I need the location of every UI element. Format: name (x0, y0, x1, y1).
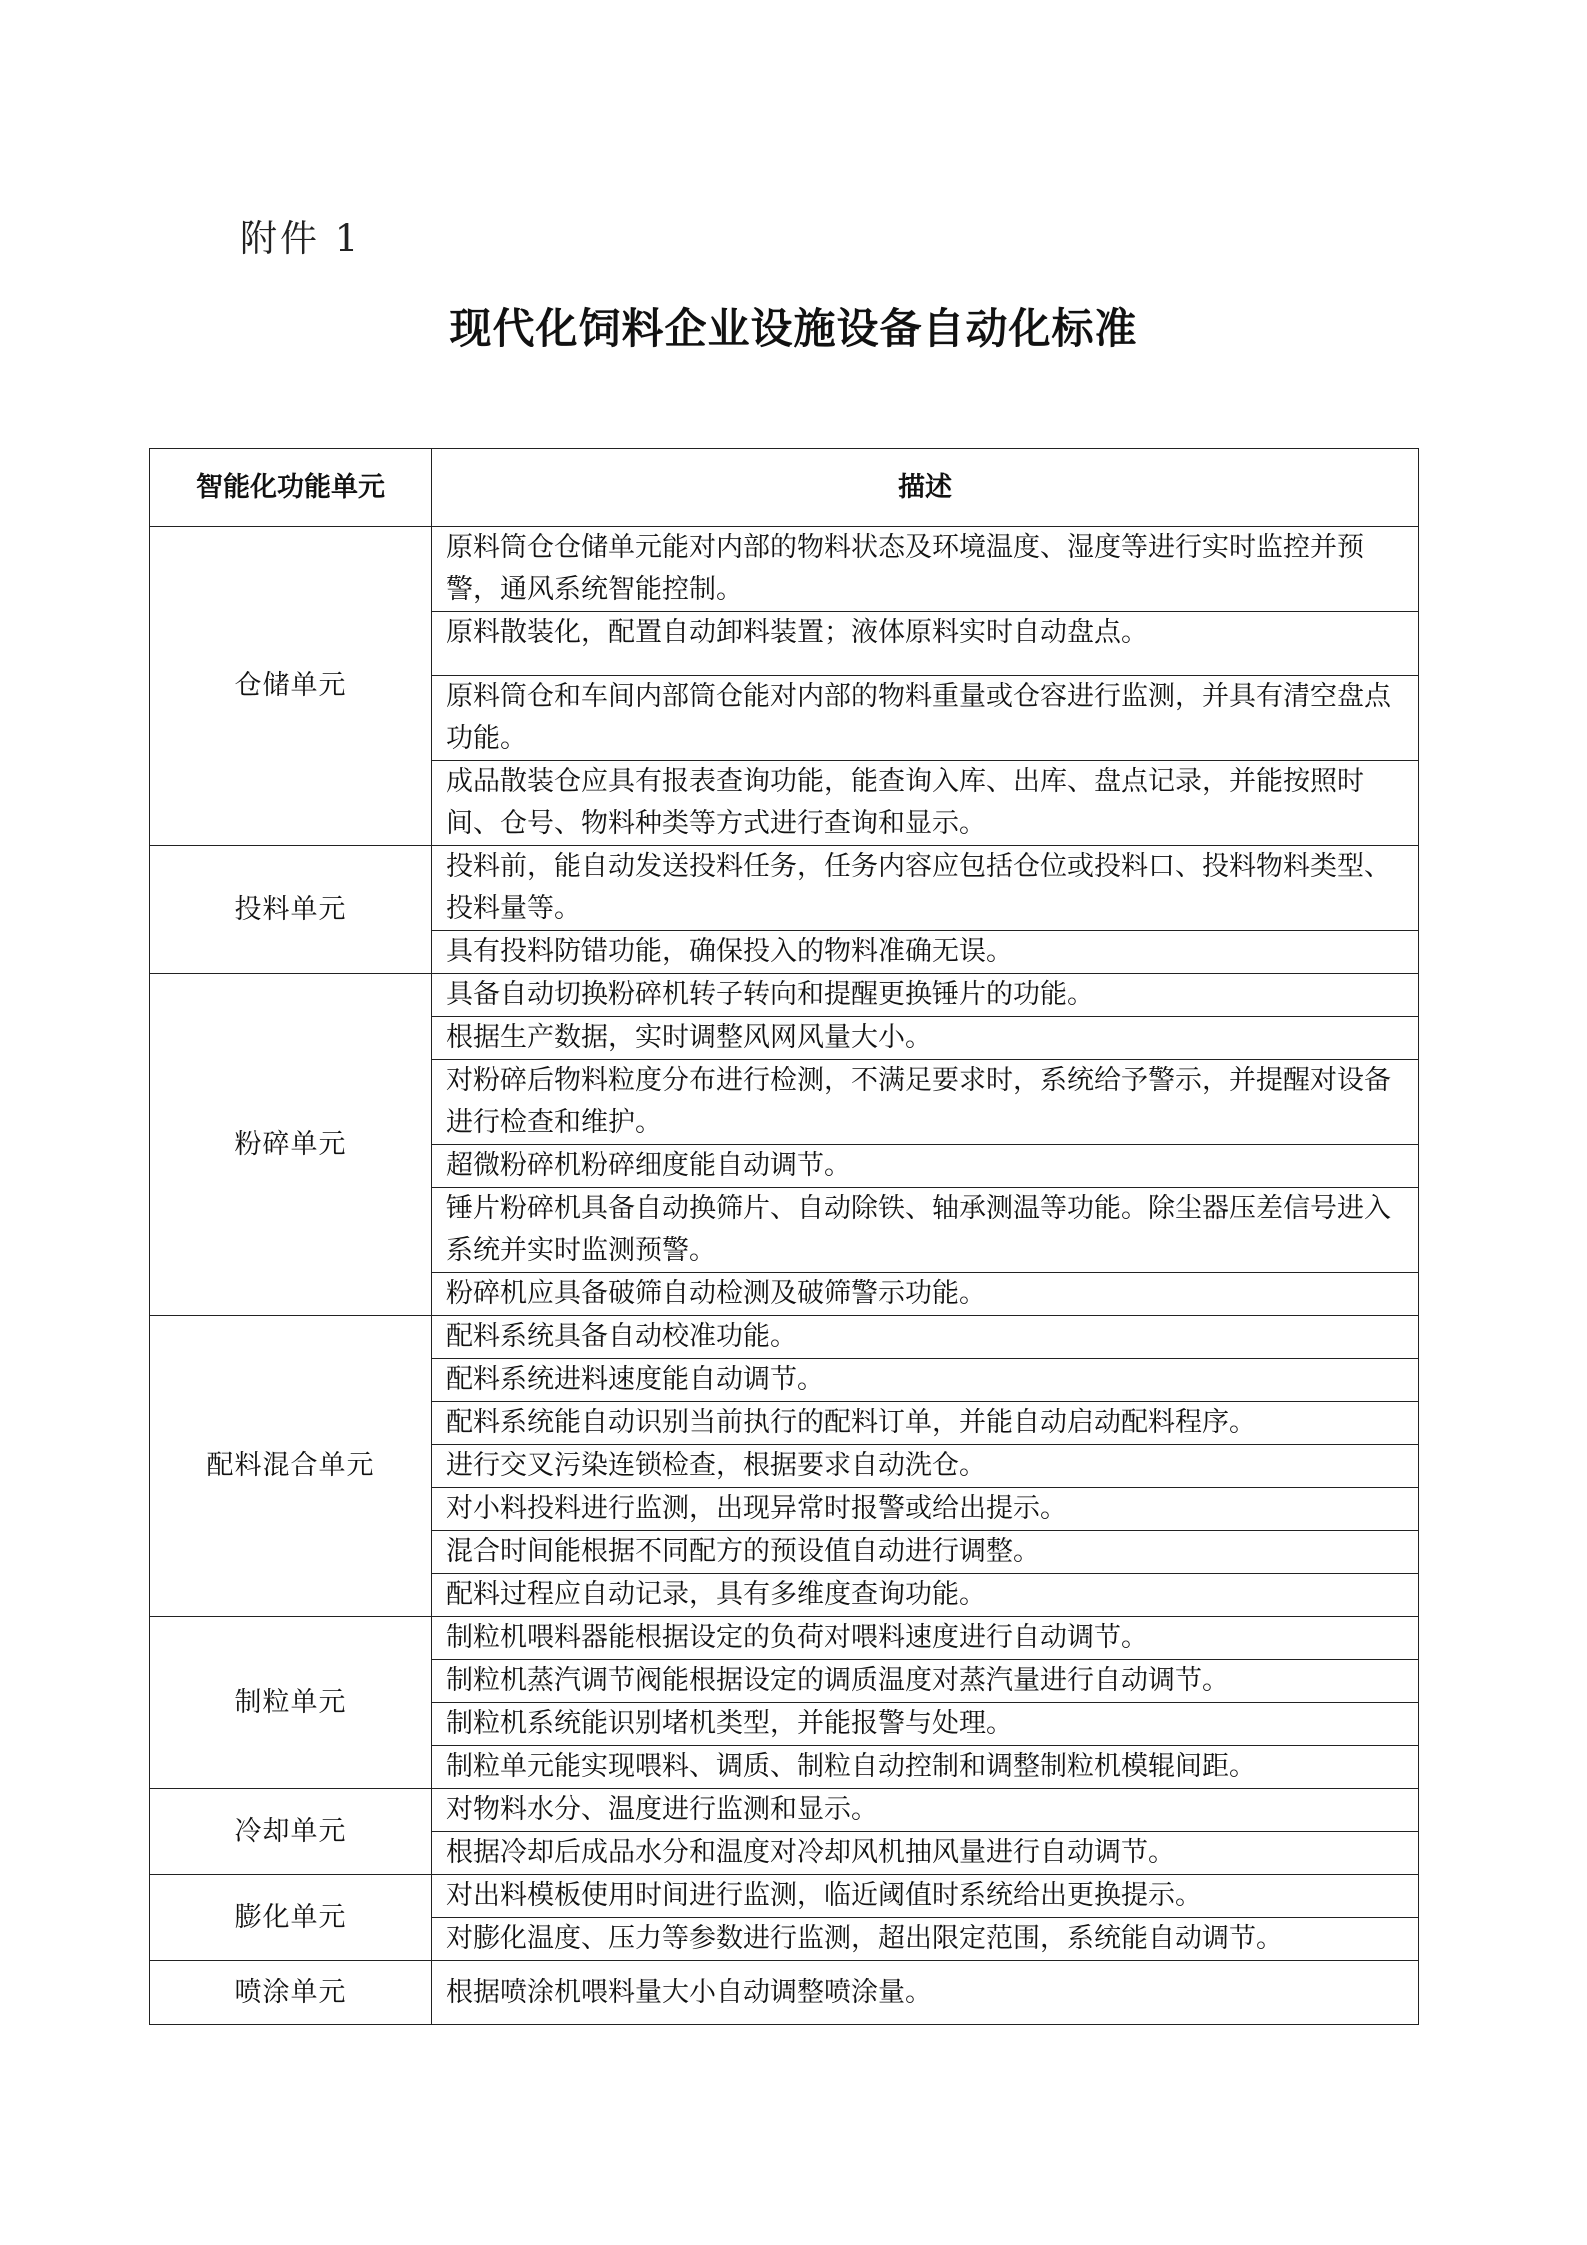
description-cell: 原料筒仓和车间内部筒仓能对内部的物料重量或仓容进行监测，并具有清空盘点功能。 (432, 676, 1419, 761)
description-cell: 原料筒仓仓储单元能对内部的物料状态及环境温度、湿度等进行实时监控并预警，通风系统智能控制。 (432, 527, 1419, 612)
description-cell: 配料系统具备自动校准功能。 (432, 1316, 1419, 1359)
description-cell: 对出料模板使用时间进行监测，临近阈值时系统给出更换提示。 (432, 1875, 1419, 1918)
unit-cell-pelleting: 制粒单元 (150, 1617, 432, 1789)
description-cell: 对膨化温度、压力等参数进行监测，超出限定范围，系统能自动调节。 (432, 1918, 1419, 1961)
unit-cell-coating: 喷涂单元 (150, 1961, 432, 2025)
description-cell: 根据生产数据，实时调整风网风量大小。 (432, 1017, 1419, 1060)
table-row (150, 974, 1419, 1017)
unit-cell-grinding: 粉碎单元 (150, 974, 432, 1316)
description-cell: 制粒机系统能识别堵机类型，并能报警与处理。 (432, 1703, 1419, 1746)
description-cell: 成品散装仓应具有报表查询功能，能查询入库、出库、盘点记录，并能按照时间、仓号、物料种类等方式进行查询和显示。 (432, 761, 1419, 846)
description-cell: 锤片粉碎机具备自动换筛片、自动除铁、轴承测温等功能。除尘器压差信号进入系统并实时监测预警。 (432, 1188, 1419, 1273)
description-cell: 混合时间能根据不同配方的预设值自动进行调整。 (432, 1531, 1419, 1574)
description-cell: 超微粉碎机粉碎细度能自动调节。 (432, 1145, 1419, 1188)
description-cell: 粉碎机应具备破筛自动检测及破筛警示功能。 (432, 1273, 1419, 1316)
unit-cell-feeding: 投料单元 (150, 846, 432, 974)
table-row (150, 1875, 1419, 1918)
description-cell: 制粒机喂料器能根据设定的负荷对喂料速度进行自动调节。 (432, 1617, 1419, 1660)
table-row (150, 1316, 1419, 1359)
attachment-label: 附件 1 (240, 217, 362, 260)
description-cell: 制粒单元能实现喂料、调质、制粒自动控制和调整制粒机模辊间距。 (432, 1746, 1419, 1789)
document-title: 现代化饲料企业设施设备自动化标准 (449, 304, 1138, 353)
table-row (150, 1617, 1419, 1660)
header-description: 描述 (432, 449, 1419, 527)
table-row (150, 846, 1419, 931)
description-cell: 具有投料防错功能，确保投入的物料准确无误。 (432, 931, 1419, 974)
description-cell: 根据冷却后成品水分和温度对冷却风机抽风量进行自动调节。 (432, 1832, 1419, 1875)
description-cell: 根据喷涂机喂料量大小自动调整喷涂量。 (432, 1961, 1419, 2025)
unit-cell-storage: 仓储单元 (150, 527, 432, 846)
table-header-row (150, 449, 1419, 527)
table-row (150, 1961, 1419, 2025)
description-cell: 对物料水分、温度进行监测和显示。 (432, 1789, 1419, 1832)
description-cell: 配料系统能自动识别当前执行的配料订单，并能自动启动配料程序。 (432, 1402, 1419, 1445)
description-cell: 进行交叉污染连锁检查，根据要求自动洗仓。 (432, 1445, 1419, 1488)
unit-cell-batching-mixing: 配料混合单元 (150, 1316, 432, 1617)
description-cell: 原料散装化，配置自动卸料装置；液体原料实时自动盘点。 (432, 612, 1419, 676)
header-unit: 智能化功能单元 (150, 449, 432, 527)
description-cell: 对小料投料进行监测，出现异常时报警或给出提示。 (432, 1488, 1419, 1531)
table-row (150, 527, 1419, 612)
unit-cell-extrusion: 膨化单元 (150, 1875, 432, 1961)
description-cell: 配料系统进料速度能自动调节。 (432, 1359, 1419, 1402)
description-cell: 对粉碎后物料粒度分布进行检测，不满足要求时，系统给予警示，并提醒对设备进行检查和维护。 (432, 1060, 1419, 1145)
standards-table (149, 448, 1419, 2025)
table-row (150, 1789, 1419, 1832)
unit-cell-cooling: 冷却单元 (150, 1789, 432, 1875)
description-cell: 制粒机蒸汽调节阀能根据设定的调质温度对蒸汽量进行自动调节。 (432, 1660, 1419, 1703)
description-cell: 投料前，能自动发送投料任务，任务内容应包括仓位或投料口、投料物料类型、投料量等。 (432, 846, 1419, 931)
description-cell: 配料过程应自动记录，具有多维度查询功能。 (432, 1574, 1419, 1617)
description-cell: 具备自动切换粉碎机转子转向和提醒更换锤片的功能。 (432, 974, 1419, 1017)
